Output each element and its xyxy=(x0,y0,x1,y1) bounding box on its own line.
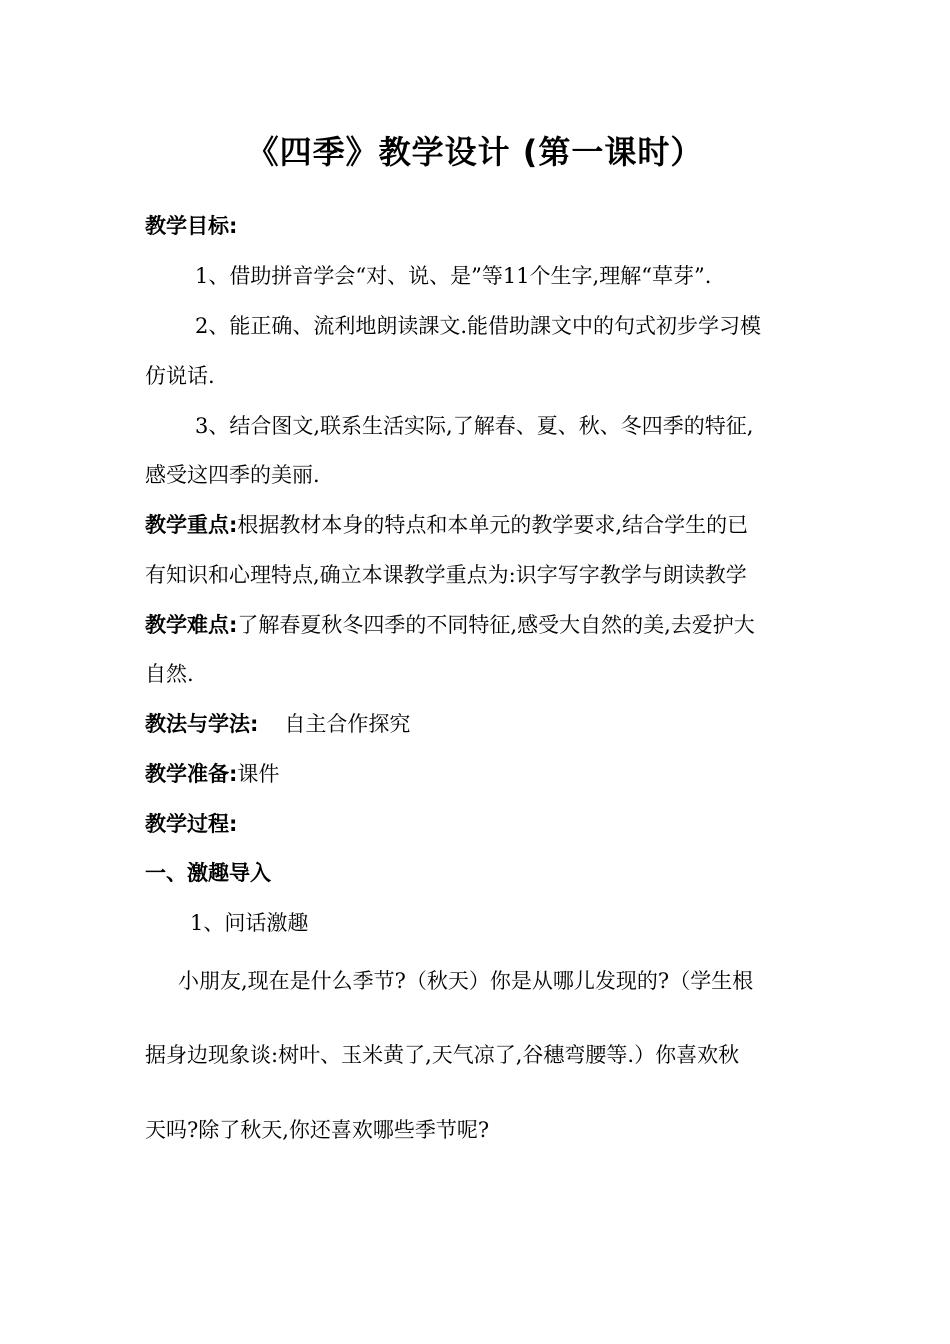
step-1: 1、问话激趣 xyxy=(190,911,309,935)
process-label: 教学过程: xyxy=(145,812,238,836)
objective-item-2-line-2: 仿说话. xyxy=(145,364,215,388)
preparation-label: 教学准备: xyxy=(145,762,238,786)
preparation-line xyxy=(145,758,810,790)
objective-item-3-line-1: 3、结合图文,联系生活实际,了解春、夏、秋、冬四季的特征, xyxy=(195,414,754,438)
objective-item-2-line-1: 2、能正确、流利地朗读課文.能借助課文中的句式初步学习模 xyxy=(195,314,762,338)
objective-item-1: 1、借助拼音学会“对、说、是”等11个生字,理解“草芽”. xyxy=(195,264,712,288)
objectives-label: 教学目标: xyxy=(145,214,238,238)
section-1-title: 一、激趣导入 xyxy=(145,861,271,885)
document-title: 《四季》教学设计 (第一课时） xyxy=(246,133,704,171)
difficulties-label: 教学难点: xyxy=(145,613,238,637)
objectives-heading xyxy=(145,210,810,242)
key-points-line-2: 有知识和心理特点,确立本课教学重点为:识字写字教学与朗读教学 xyxy=(145,563,747,587)
objective-item-3-line-2: 感受这四季的美丽. xyxy=(145,463,320,487)
paragraph-line-2: 据身边现象谈:树叶、玉米黄了,天气凉了,谷穗弯腰等.）你喜欢秋 xyxy=(145,1043,740,1067)
section-1-heading xyxy=(145,857,810,889)
preparation-value: 课件 xyxy=(237,762,280,786)
methods-label: 教法与学法: xyxy=(145,712,259,736)
key-points-text-1: 根据教材本身的特点和本单元的教学要求,结合学生的已 xyxy=(237,513,749,537)
difficulties-line-2: 自然. xyxy=(145,662,194,686)
paragraph-line-1: 小朋友,现在是什么季节?（秋天）你是从哪儿发现的?（学生根 xyxy=(178,969,754,993)
process-heading xyxy=(145,808,810,840)
methods-value: 自主合作探究 xyxy=(284,712,411,736)
key-points-line-1 xyxy=(145,509,810,541)
methods-line xyxy=(145,708,810,740)
difficulties-text-1: 了解春夏秋冬四季的不同特征,感受大自然的美,去爱护大 xyxy=(237,613,755,637)
paragraph-line-3: 天吗?除了秋天,你还喜欢哪些季节呢? xyxy=(145,1118,490,1142)
difficulties-line-1 xyxy=(145,609,810,641)
key-points-label: 教学重点: xyxy=(145,513,238,537)
